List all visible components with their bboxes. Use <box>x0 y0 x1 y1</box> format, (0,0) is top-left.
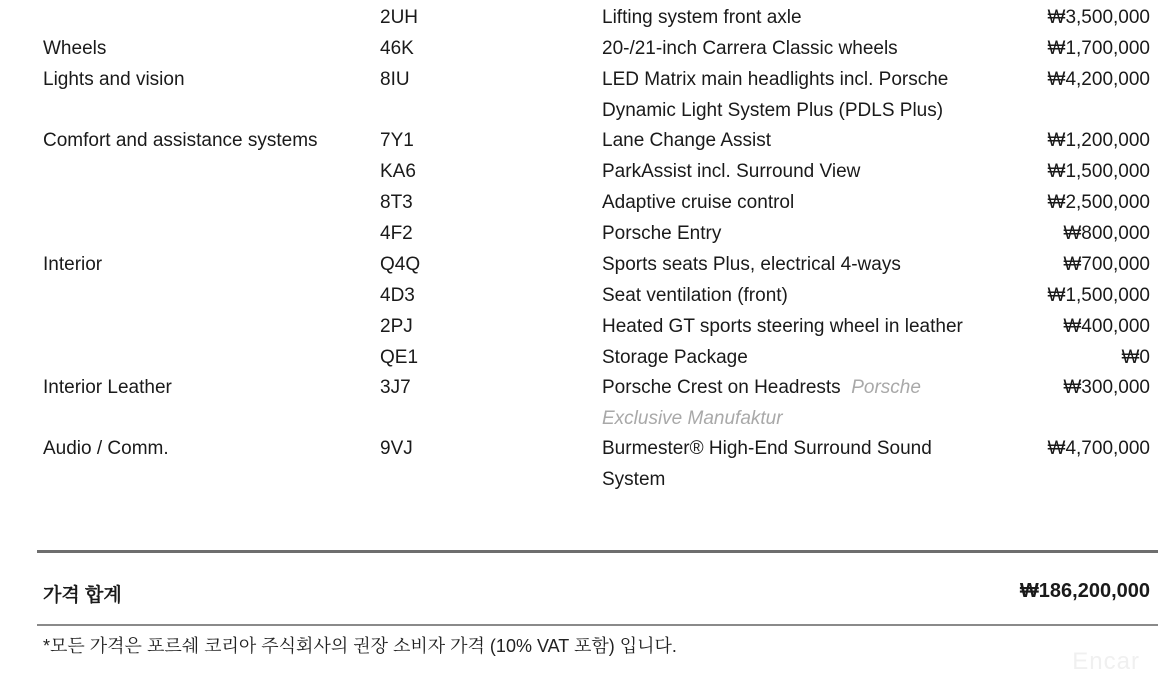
option-description-line1: Burmester® High-End Surround Sound <box>602 438 932 459</box>
option-description <box>602 433 1002 495</box>
option-price: ₩3,500,000 <box>1047 7 1150 28</box>
option-price: ₩1,500,000 <box>1047 161 1150 182</box>
option-description: Lifting system front axle <box>602 7 802 28</box>
option-description-text: Porsche Crest on Headrests <box>602 377 841 398</box>
option-category: Lights and vision <box>43 69 185 90</box>
option-price: ₩2,500,000 <box>1047 192 1150 213</box>
option-row <box>0 187 1160 218</box>
option-row <box>0 2 1160 33</box>
option-price: ₩300,000 <box>1063 377 1150 398</box>
option-code: QE1 <box>380 347 419 368</box>
option-price: ₩4,200,000 <box>1047 69 1150 90</box>
option-code: 4F2 <box>380 223 413 244</box>
option-description: Seat ventilation (front) <box>602 285 788 306</box>
option-price: ₩400,000 <box>1063 316 1150 337</box>
option-code: KA6 <box>380 161 416 182</box>
option-description: Sports seats Plus, electrical 4-ways <box>602 254 901 275</box>
price-footnote: *모든 가격은 포르쉐 코리아 주식회사의 권장 소비자 가격 (10% VAT 포함) 입니다. <box>43 636 677 656</box>
option-category: Wheels <box>43 38 107 59</box>
option-code: 7Y1 <box>380 130 414 151</box>
option-row <box>0 33 1160 64</box>
option-row <box>0 156 1160 187</box>
option-category: Audio / Comm. <box>43 438 169 459</box>
option-category: Interior Leather <box>43 377 172 398</box>
option-row <box>0 311 1160 342</box>
option-description: 20-/21-inch Carrera Classic wheels <box>602 38 898 59</box>
option-row <box>0 64 1160 126</box>
option-code: 2UH <box>380 7 419 28</box>
total-value: ₩186,200,000 <box>1019 580 1150 602</box>
option-description-line2: Dynamic Light System Plus (PDLS Plus) <box>602 100 944 121</box>
option-description: Lane Change Assist <box>602 130 772 151</box>
option-row <box>0 342 1160 373</box>
total-divider-bottom <box>37 624 1158 626</box>
option-price: ₩4,700,000 <box>1047 438 1150 459</box>
option-code: 3J7 <box>380 377 411 398</box>
option-row <box>0 125 1160 156</box>
option-row <box>0 433 1160 495</box>
option-note: Porsche <box>851 377 921 398</box>
option-description-line1 <box>602 372 1002 403</box>
option-description: ParkAssist incl. Surround View <box>602 161 861 182</box>
watermark: Encar <box>1072 648 1140 675</box>
option-code: 2PJ <box>380 316 413 337</box>
option-category: Interior <box>43 254 103 275</box>
option-description-line2: System <box>602 469 666 490</box>
option-category: Comfort and assistance systems <box>43 130 318 151</box>
option-code: 8IU <box>380 69 410 90</box>
option-row <box>0 280 1160 311</box>
option-description-line1: LED Matrix main headlights incl. Porsche <box>602 69 949 90</box>
option-price: ₩1,700,000 <box>1047 38 1150 59</box>
option-description <box>602 64 1002 126</box>
option-code: Q4Q <box>380 254 421 275</box>
option-price: ₩1,500,000 <box>1047 285 1150 306</box>
option-description <box>602 372 1002 434</box>
option-price: ₩800,000 <box>1063 223 1150 244</box>
option-description: Porsche Entry <box>602 223 722 244</box>
option-code: 9VJ <box>380 438 413 459</box>
option-code: 4D3 <box>380 285 415 306</box>
option-price: ₩0 <box>1121 347 1150 368</box>
option-price: ₩700,000 <box>1063 254 1150 275</box>
option-row <box>0 372 1160 434</box>
option-description: Adaptive cruise control <box>602 192 795 213</box>
option-code: 46K <box>380 38 414 59</box>
total-divider-top <box>37 550 1158 553</box>
option-note-line2: Exclusive Manufaktur <box>602 408 783 429</box>
option-row <box>0 249 1160 280</box>
option-code: 8T3 <box>380 192 413 213</box>
option-price: ₩1,200,000 <box>1047 130 1150 151</box>
total-label: 가격 합계 <box>43 585 122 606</box>
option-row <box>0 218 1160 249</box>
option-description: Storage Package <box>602 347 748 368</box>
option-description: Heated GT sports steering wheel in leather <box>602 316 963 337</box>
